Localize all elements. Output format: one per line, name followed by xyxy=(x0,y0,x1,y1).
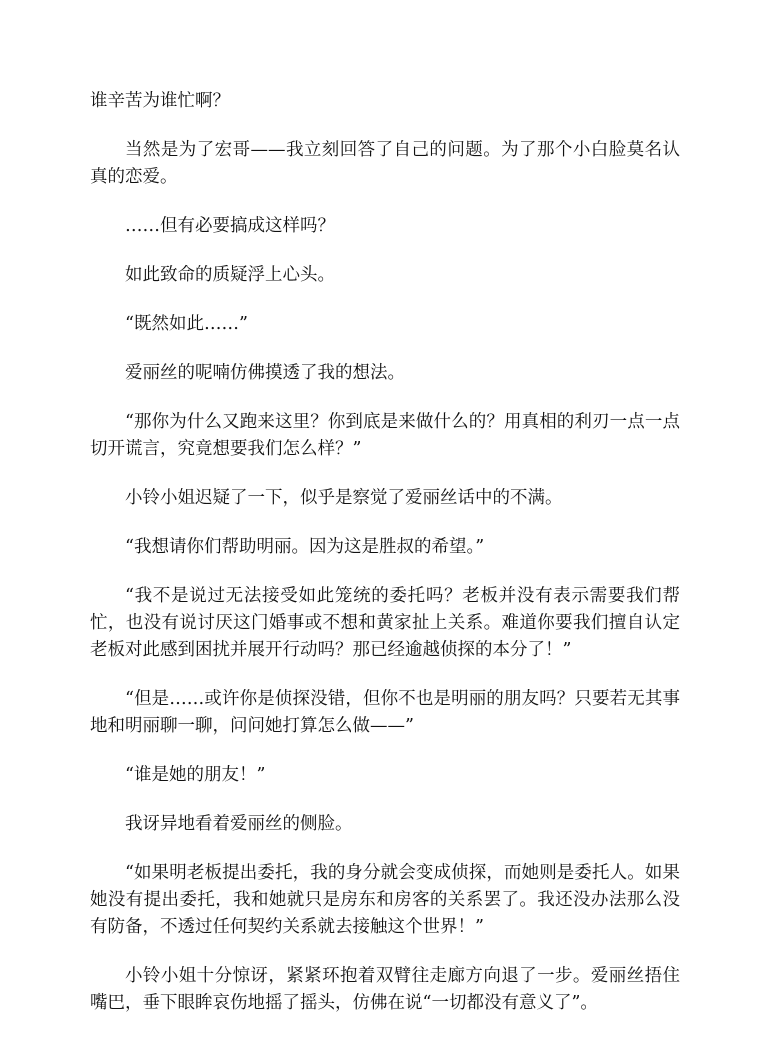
document-page xyxy=(90,88,680,1039)
paragraph-1: 谁辛苦为谁忙啊？ xyxy=(90,91,230,111)
paragraph-12: “谁是她的朋友！” xyxy=(125,765,266,785)
paragraph-2: 当然是为了宏哥——我立刻回答了自己的问题。为了那个小白脸莫名认真的恋爱。 xyxy=(90,140,680,187)
paragraph-10: “我不是说过无法接受如此笼统的委托吗？老板并没有表示需要我们帮忙，也没有说讨厌这门婚事或不想和黄家扯上关系。难道你要我们擅自认定老板对此感到困扰并展开行动吗？那已经逾越侦探的本分了！” xyxy=(90,586,680,660)
paragraph-8: 小铃小姐迟疑了一下，似乎是察觉了爱丽丝话中的不满。 xyxy=(125,488,563,508)
paragraph-4: 如此致命的质疑浮上心头。 xyxy=(125,265,335,285)
paragraph-15: 小铃小姐十分惊讶，紧紧环抱着双臂往走廊方向退了一步。爱丽丝捂住嘴巴，垂下眼眸哀伤地摇了摇头，仿佛在说“一切都没有意义了”。 xyxy=(90,966,680,1013)
paragraph-14: “如果明老板提出委托，我的身分就会变成侦探，而她则是委托人。如果她没有提出委托，我和她就只是房东和房客的关系罢了。我还没办法那么没有防备，不透过任何契约关系就去接触这个世界！” xyxy=(90,863,680,937)
paragraph-3: ……但有必要搞成这样吗？ xyxy=(125,216,335,236)
paragraph-13: 我讶异地看着爱丽丝的侧脸。 xyxy=(125,814,353,834)
paragraph-6: 爱丽丝的呢喃仿佛摸透了我的想法。 xyxy=(125,363,405,383)
paragraph-11: “但是……或许你是侦探没错，但你不也是明丽的朋友吗？只要若无其事地和明丽聊一聊，问问她打算怎么做——” xyxy=(90,689,680,736)
paragraph-5: “既然如此……” xyxy=(125,314,248,334)
paragraph-7: “那你为什么又跑来这里？你到底是来做什么的？用真相的利刃一点一点切开谎言，究竟想要我们怎么样？” xyxy=(90,412,680,459)
paragraph-9: “我想请你们帮助明丽。因为这是胜叔的希望。” xyxy=(125,537,485,557)
